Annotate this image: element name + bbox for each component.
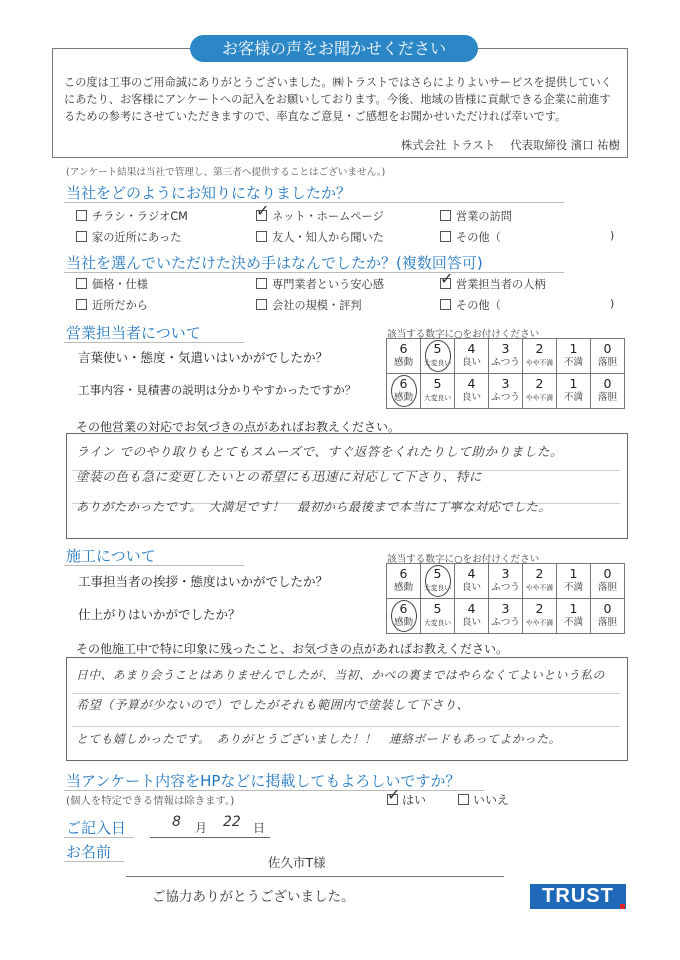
sales-rating-scale: [386, 338, 625, 409]
scale-number: 4: [467, 566, 476, 581]
scale-label: 不満: [563, 392, 584, 403]
scale-label: 落胆: [597, 617, 618, 628]
selected-circle-icon: [391, 375, 417, 407]
checkbox[interactable]: [76, 210, 87, 221]
scale-cell-5[interactable]: [421, 374, 455, 409]
scale-cell-5[interactable]: [421, 564, 455, 599]
q2-title: 当社を選んでいただけた決め手はなんでしたか？(複数回答可): [66, 254, 483, 272]
scale-row: [387, 564, 625, 599]
construction-comment-line: とても嬉しかったです。 ありがとうございました！！ 連絡ボードもあってよかった。: [76, 732, 561, 746]
sales-comment-line: 塗装の色も急に変更したいとの希望にも迅速に対応して下さり、特に: [76, 469, 482, 484]
scale-number: 5: [433, 601, 442, 616]
scale-label: 良い: [461, 617, 482, 628]
check-mark-icon: ✓: [387, 785, 401, 804]
page-title: お客様の声をお聞かせください: [190, 35, 478, 62]
scale-cell-5[interactable]: [421, 599, 455, 634]
scale-number: 0: [603, 376, 612, 391]
q2-option[interactable]: 近所だから: [76, 297, 148, 313]
construction-comment-line: 日中、あまり会うことはありませんでしたが、当初、かべの裏まではやらなくてよいという私の: [76, 668, 605, 682]
scale-label: 落胆: [597, 357, 618, 368]
scale-number: 3: [501, 601, 510, 616]
checkbox[interactable]: [256, 201, 270, 221]
scale-row: [387, 374, 625, 409]
scale-cell-1[interactable]: [557, 374, 591, 409]
scale-number: 6: [399, 341, 408, 356]
checkbox[interactable]: [256, 299, 267, 310]
date-month-value[interactable]: 8: [172, 814, 181, 830]
construction-question: 工事担当者の挨拶・態度はいかがでしたか？: [78, 574, 329, 589]
q2-underline: [64, 272, 564, 273]
scale-number: 0: [603, 341, 612, 356]
scale-number: 1: [569, 601, 578, 616]
scale-cell-3[interactable]: [489, 564, 523, 599]
scale-cell-6[interactable]: [387, 374, 421, 409]
checkbox[interactable]: [256, 278, 267, 289]
scale-cell-1[interactable]: [557, 599, 591, 634]
scale-number: 6: [399, 601, 408, 616]
scale-cell-0[interactable]: [591, 339, 625, 374]
sales-question: 言葉使い・態度・気遣いはいかがでしたか？: [78, 350, 329, 365]
scale-number: 0: [603, 566, 612, 581]
q1-option[interactable]: ✓ ネット・ホームページ: [256, 201, 384, 223]
scale-cell-2[interactable]: [523, 374, 557, 409]
checkbox[interactable]: [440, 299, 451, 310]
name-label-underline: [64, 861, 124, 862]
sales-comment-line: ライン でのやり取りもとてもスムーズで、すぐ返答をくれたりして助かりました。: [76, 444, 564, 459]
scale-label: ふつう: [491, 617, 520, 628]
scale-label: 感動: [393, 392, 414, 403]
scale-number: 5: [433, 376, 442, 391]
scale-number: 1: [569, 376, 578, 391]
scale-cell-0[interactable]: [591, 564, 625, 599]
scale-cell-3[interactable]: [489, 599, 523, 634]
scale-cell-4[interactable]: [455, 564, 489, 599]
checkbox[interactable]: [76, 231, 87, 242]
selected-circle-icon: [425, 565, 451, 597]
date-label: ご記入日: [66, 819, 127, 837]
scale-label: 感動: [393, 582, 414, 593]
checkbox[interactable]: [440, 210, 451, 221]
sales-section-title: 営業担当者について: [66, 324, 201, 342]
check-mark-icon: ✓: [440, 269, 454, 288]
scale-number: 3: [501, 566, 510, 581]
scale-number: 2: [535, 601, 544, 616]
scale-label: 落胆: [597, 582, 618, 593]
checkbox[interactable]: [440, 269, 454, 289]
construction-underline: [64, 565, 244, 566]
q1-option[interactable]: 営業の訪問: [440, 208, 512, 224]
privacy-note: (アンケート結果は当社で管理し、第三者へ提供することはございません。): [66, 167, 386, 178]
paren-close: ): [610, 297, 615, 310]
publish-yes-option[interactable]: ✓ はい: [387, 785, 427, 807]
scale-number: 6: [399, 566, 408, 581]
checkbox[interactable]: [387, 785, 401, 805]
checkbox[interactable]: [256, 231, 267, 242]
construction-comment-prompt: その他施工中で特に印象に残ったこと、お気づきの点があればお教えください。: [76, 642, 509, 656]
scale-number: 2: [535, 566, 544, 581]
scale-number: 4: [467, 376, 476, 391]
month-unit: 月: [195, 821, 208, 835]
scale-cell-6[interactable]: [387, 564, 421, 599]
q2-option[interactable]: 価格・仕様: [76, 276, 148, 292]
scale-hint: 該当する数字に○をお付けください: [387, 554, 540, 565]
scale-label: 不満: [563, 617, 584, 628]
construction-comment-line: 希望（予算が少ないので）でしたがそれも範囲内で塗装して下さり、: [76, 698, 470, 712]
scale-cell-2[interactable]: [523, 339, 557, 374]
scale-cell-4[interactable]: [455, 339, 489, 374]
construction-question: 仕上がりはいかがでしたか？: [78, 607, 241, 622]
scale-cell-3[interactable]: [489, 374, 523, 409]
scale-number: 4: [467, 601, 476, 616]
check-mark-icon: ✓: [256, 201, 270, 220]
scale-label: 良い: [461, 357, 482, 368]
scale-row: [387, 599, 625, 634]
sales-underline: [64, 342, 244, 343]
scale-label: 大変良い: [423, 394, 452, 402]
publish-no-option[interactable]: いいえ: [458, 791, 509, 808]
q1-option[interactable]: 友人・知人から聞いた: [256, 229, 384, 245]
scale-label: ふつう: [491, 357, 520, 368]
scale-number: 3: [501, 376, 510, 391]
date-field-underline: [150, 837, 270, 838]
scale-cell-6[interactable]: [387, 599, 421, 634]
q1-underline: [64, 202, 564, 203]
scale-cell-0[interactable]: [591, 374, 625, 409]
checkbox[interactable]: [76, 299, 87, 310]
scale-hint: 該当する数字に○をお付けください: [387, 329, 540, 340]
scale-label: 不満: [563, 357, 584, 368]
scale-cell-4[interactable]: [455, 599, 489, 634]
scale-cell-6[interactable]: [387, 339, 421, 374]
scale-cell-3[interactable]: [489, 339, 523, 374]
scale-number: 5: [433, 566, 442, 581]
thanks-text: ご協力ありがとうございました。: [152, 889, 355, 905]
q1-option[interactable]: チラシ・ラジオCM: [76, 208, 188, 224]
selected-circle-icon: [391, 600, 417, 632]
scale-label: やや不満: [525, 619, 554, 627]
checkbox[interactable]: [458, 794, 469, 805]
scale-number: 5: [433, 341, 442, 356]
scale-label: やや不満: [525, 394, 554, 402]
scale-number: 1: [569, 341, 578, 356]
signature: 株式会社 トラスト 代表取締役 濱口 祐樹: [400, 138, 620, 152]
intro-text: この度は工事のご用命誠にありがとうございました。㈱トラストではさらによりよいサービスを提供していくにあたり、お客様にアンケートへの記入をお願いしております。今後、地域の皆様に貢献できる企業に前進するための参考にさせていただきますので、率直なご意見・ご感想をお聞かせいただければ幸いです。: [64, 76, 612, 123]
sales-question: 工事内容・見積書の説明は分かりやすかったですか？: [78, 383, 357, 397]
q2-option[interactable]: 専門業者という安心感: [256, 276, 384, 292]
scale-cell-2[interactable]: [523, 564, 557, 599]
scale-label: 良い: [461, 392, 482, 403]
ruled-line: [72, 726, 620, 727]
scale-number: 2: [535, 376, 544, 391]
publish-title: 当アンケート内容をHPなどに掲載してもよろしいですか？: [66, 772, 461, 790]
scale-cell-1[interactable]: [557, 564, 591, 599]
scale-cell-4[interactable]: [455, 374, 489, 409]
q2-option[interactable]: ✓ 営業担当者の人柄: [440, 269, 546, 291]
name-field-underline: [126, 876, 504, 877]
name-label: お名前: [66, 843, 112, 861]
sales-comment-prompt: その他営業の対応でお気づきの点があればお教えください。: [76, 420, 401, 434]
trust-logo: TRUST: [530, 884, 626, 909]
q2-option[interactable]: その他（: [440, 297, 501, 313]
checkbox[interactable]: [76, 278, 87, 289]
scale-label: 大変良い: [423, 584, 452, 592]
sales-comment-line: ありがたかったです。 大満足です！ 最初から最後まで本当に丁寧な対応でした。: [76, 500, 552, 514]
date-day-value[interactable]: 22: [223, 814, 241, 830]
selected-circle-icon: [425, 340, 451, 372]
scale-label: ふつう: [491, 582, 520, 593]
ruled-line: [72, 693, 620, 694]
scale-number: 1: [569, 566, 578, 581]
scale-number: 0: [603, 601, 612, 616]
scale-label: 大変良い: [423, 619, 452, 627]
logo-accent-dot: [620, 904, 625, 909]
scale-cell-2[interactable]: [523, 599, 557, 634]
day-unit: 日: [253, 821, 266, 835]
scale-number: 3: [501, 341, 510, 356]
q2-option[interactable]: 会社の規模・評判: [256, 297, 362, 313]
construction-rating-scale: [386, 563, 625, 634]
scale-label: 落胆: [597, 392, 618, 403]
scale-cell-1[interactable]: [557, 339, 591, 374]
date-label-underline: [64, 837, 134, 838]
q1-option[interactable]: 家の近所にあった: [76, 229, 181, 245]
q1-option[interactable]: その他（: [440, 229, 501, 245]
checkbox[interactable]: [440, 231, 451, 242]
scale-number: 6: [399, 376, 408, 391]
scale-label: 大変良い: [423, 359, 452, 367]
scale-label: やや不満: [525, 359, 554, 367]
publish-note: (個人を特定できる情報は除きます。): [66, 795, 235, 807]
scale-label: 感動: [393, 357, 414, 368]
customer-name[interactable]: 佐久市T様: [268, 855, 326, 870]
paren-close: ): [610, 229, 615, 242]
scale-cell-5[interactable]: [421, 339, 455, 374]
scale-label: 良い: [461, 582, 482, 593]
scale-label: やや不満: [525, 584, 554, 592]
scale-row: [387, 339, 625, 374]
scale-label: ふつう: [491, 392, 520, 403]
scale-number: 4: [467, 341, 476, 356]
scale-cell-0[interactable]: [591, 599, 625, 634]
scale-label: 感動: [393, 617, 414, 628]
scale-label: 不満: [563, 582, 584, 593]
q1-title: 当社をどのようにお知りになりましたか？: [66, 184, 352, 202]
scale-number: 2: [535, 341, 544, 356]
construction-section-title: 施工について: [66, 547, 156, 565]
